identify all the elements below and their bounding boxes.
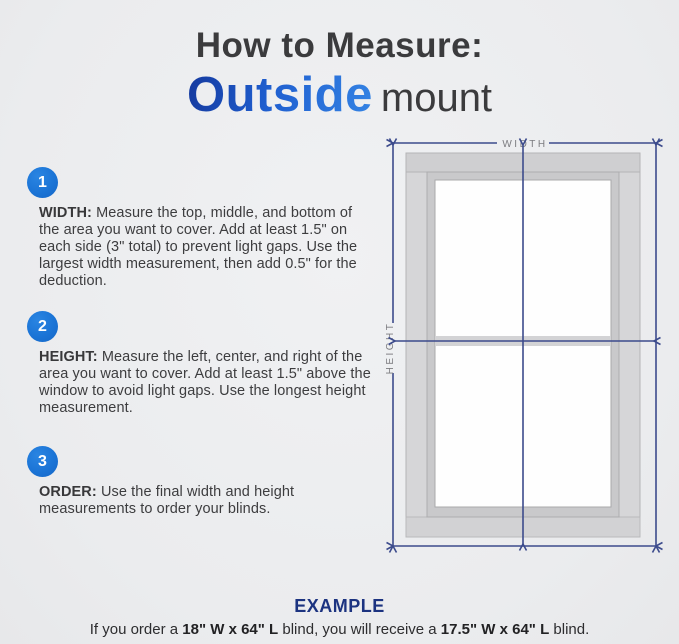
step-3-body: Use the final width and height measurements to order your blinds. [39, 484, 295, 517]
step-3-number-badge [27, 446, 58, 477]
step-1 [27, 167, 383, 290]
step-1-number: 1 [38, 173, 47, 191]
example-received-size: 17.5" W x 64" L [440, 621, 550, 638]
step-1-body: Measure the top, middle, and bottom of the area you want to cover. Add at least 1.5" on each side (3" total) to prevent light gaps. Use the largest width measurement, then add 0.5" for the deduction. [39, 205, 358, 289]
example-heading: EXAMPLE [294, 596, 385, 616]
step-2-text [39, 349, 375, 417]
example-sentence [0, 621, 679, 638]
height-dimension-label: HEIGHT [385, 321, 396, 375]
title-suffix-mount: mount [380, 76, 493, 120]
step-2-label: HEIGHT: [39, 349, 98, 365]
step-3-number: 3 [38, 452, 47, 470]
step-2-number-badge [27, 311, 58, 342]
width-dimension-label: WIDTH [502, 139, 548, 150]
step-3-text [39, 484, 375, 518]
example-part3: blind. [549, 621, 590, 638]
step-1-number-badge [27, 167, 58, 198]
window-measurement-diagram [385, 135, 677, 563]
step-1-label: WIDTH: [39, 205, 92, 221]
title-block [0, 26, 679, 123]
title-highlight-outside: Outside [186, 68, 373, 122]
example-section [0, 596, 679, 638]
step-2-body: Measure the left, center, and right of the area you want to cover. Add at least 1.5" above the window to avoid light gaps. Use the longest height measurement. [39, 349, 371, 416]
step-2-number: 2 [38, 317, 47, 335]
page-title-line1: How to Measure: [195, 26, 484, 65]
step-3 [27, 446, 383, 518]
example-part1: If you order a [89, 621, 183, 638]
page-title-line2 [0, 67, 679, 123]
step-1-text [39, 205, 375, 290]
step-2 [27, 311, 383, 417]
step-3-label: ORDER: [39, 484, 97, 500]
example-ordered-size: 18" W x 64" L [182, 621, 279, 638]
example-part2: blind, you will receive a [278, 621, 441, 638]
